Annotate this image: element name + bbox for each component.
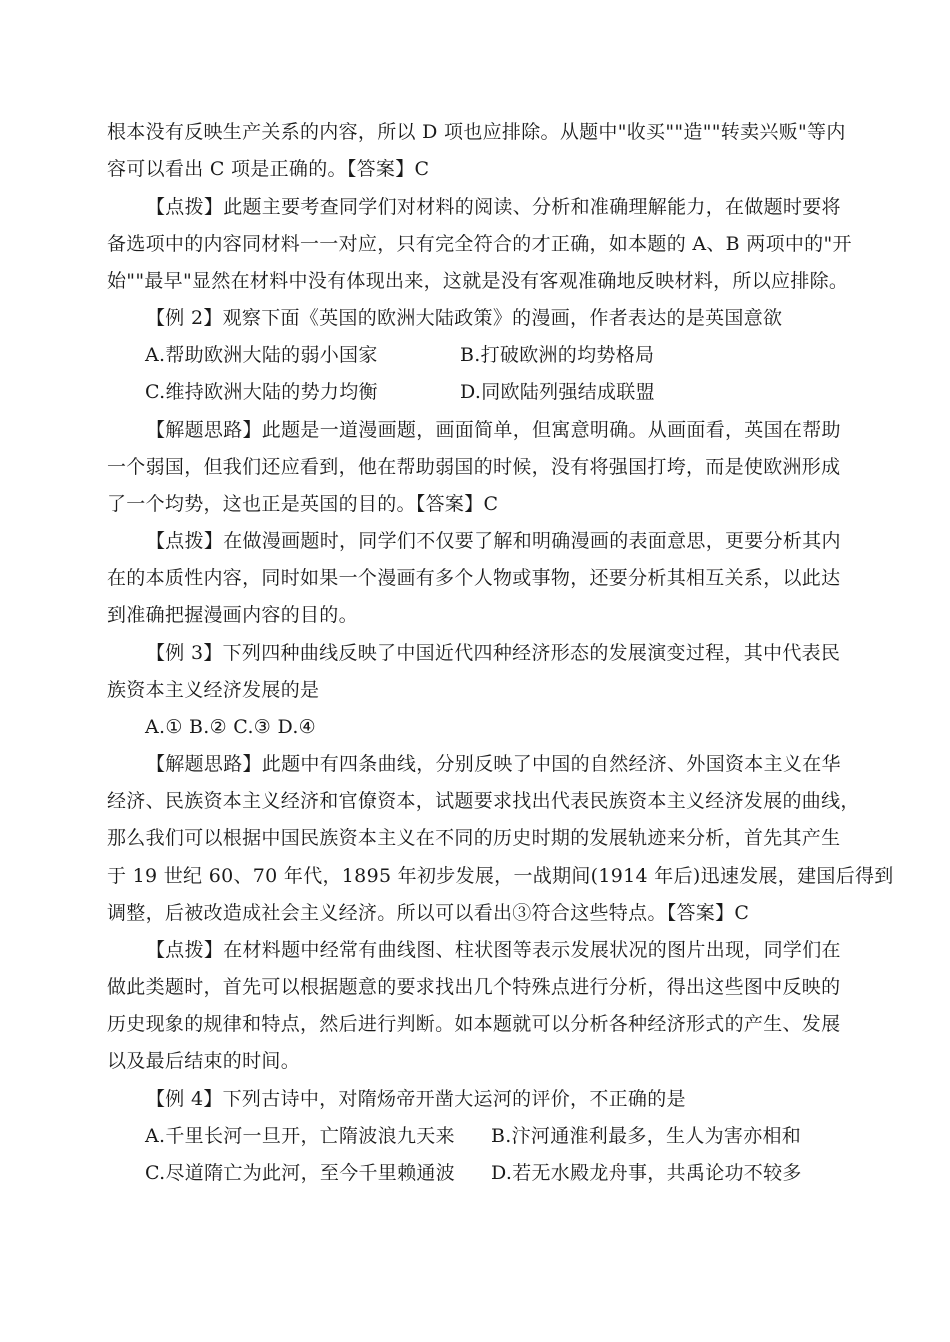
option-d: D.同欧陆列强结成联盟: [460, 381, 655, 403]
text-line: 了一个均势，这也正是英国的目的。【答案】C: [107, 493, 499, 515]
question-stem: 【例 3】下列四种曲线反映了中国近代四种经济形态的发展演变过程，其中代表民: [146, 642, 841, 664]
text-line: 做此类题时，首先可以根据题意的要求找出几个特殊点进行分析，得出这些图中反映的: [107, 976, 841, 998]
question-stem: 【例 2】观察下面《英国的欧洲大陆政策》的漫画，作者表达的是英国意欲: [146, 307, 783, 329]
question-stem: 族资本主义经济发展的是: [107, 679, 320, 701]
text-line: 一个弱国，但我们还应看到，他在帮助弱国的时候，没有将强国打垮，而是使欧洲形成: [107, 456, 841, 478]
option-a: A.千里长河一旦开，亡隋波浪九天来: [145, 1125, 455, 1147]
text-line: 根本没有反映生产关系的内容，所以 D 项也应排除。从题中"收买""造""转卖兴贩"等内: [107, 121, 846, 143]
text-line: 历史现象的规律和特点，然后进行判断。如本题就可以分析各种经济形式的产生、发展: [107, 1013, 841, 1035]
option-c: C.尽道隋亡为此河，至今千里赖通波: [145, 1162, 456, 1184]
text-line: 【解题思路】此题中有四条曲线，分别反映了中国的自然经济、外国资本主义在华: [146, 753, 841, 775]
text-line: 调整，后被改造成社会主义经济。所以可以看出③符合这些特点。【答案】C: [107, 902, 750, 924]
text-line: 经济、民族资本主义经济和官僚资本，试题要求找出代表民族资本主义经济发展的曲线，: [107, 790, 860, 812]
text-line: 始""最早"显然在材料中没有体现出来，这就是没有客观准确地反映材料，所以应排除。: [107, 270, 849, 292]
text-line: 容可以看出 C 项是正确的。【答案】C: [107, 158, 430, 180]
option-b: B.打破欧洲的均势格局: [460, 344, 655, 366]
text-line: 【点拨】在材料题中经常有曲线图、柱状图等表示发展状况的图片出现，同学们在: [146, 939, 841, 961]
text-line: 在的本质性内容，同时如果一个漫画有多个人物或事物，还要分析其相互关系，以此达: [107, 567, 841, 589]
option-a: A.帮助欧洲大陆的弱小国家: [145, 344, 378, 366]
option-d: D.若无水殿龙舟事，共禹论功不较多: [491, 1162, 802, 1184]
text-line: 到准确把握漫画内容的目的。: [107, 604, 358, 626]
text-line: 于 19 世纪 60、70 年代，1895 年初步发展，一战期间(1914 年后)迅速发展，建国后得到: [107, 865, 894, 887]
text-line: 以及最后结束的时间。: [107, 1050, 301, 1072]
text-line: 那么我们可以根据中国民族资本主义在不同的历史时期的发展轨迹来分析，首先其产生: [107, 827, 841, 849]
question-stem: 【例 4】下列古诗中，对隋炀帝开凿大运河的评价，不正确的是: [146, 1088, 686, 1110]
text-line: 【点拨】在做漫画题时，同学们不仅要了解和明确漫画的表面意思，更要分析其内: [146, 530, 841, 552]
option-b: B.汴河通淮利最多，生人为害亦相和: [491, 1125, 802, 1147]
text-line: 【解题思路】此题是一道漫画题，画面简单，但寓意明确。从画面看，英国在帮助: [146, 419, 841, 441]
text-line: 备选项中的内容同材料一一对应，只有完全符合的才正确，如本题的 A、B 两项中的"开: [107, 233, 852, 255]
text-line: 【点拨】此题主要考查同学们对材料的阅读、分析和准确理解能力，在做题时要将: [146, 196, 841, 218]
options-line: A.① B.② C.③ D.④: [145, 716, 317, 738]
option-c: C.维持欧洲大陆的势力均衡: [145, 381, 378, 403]
